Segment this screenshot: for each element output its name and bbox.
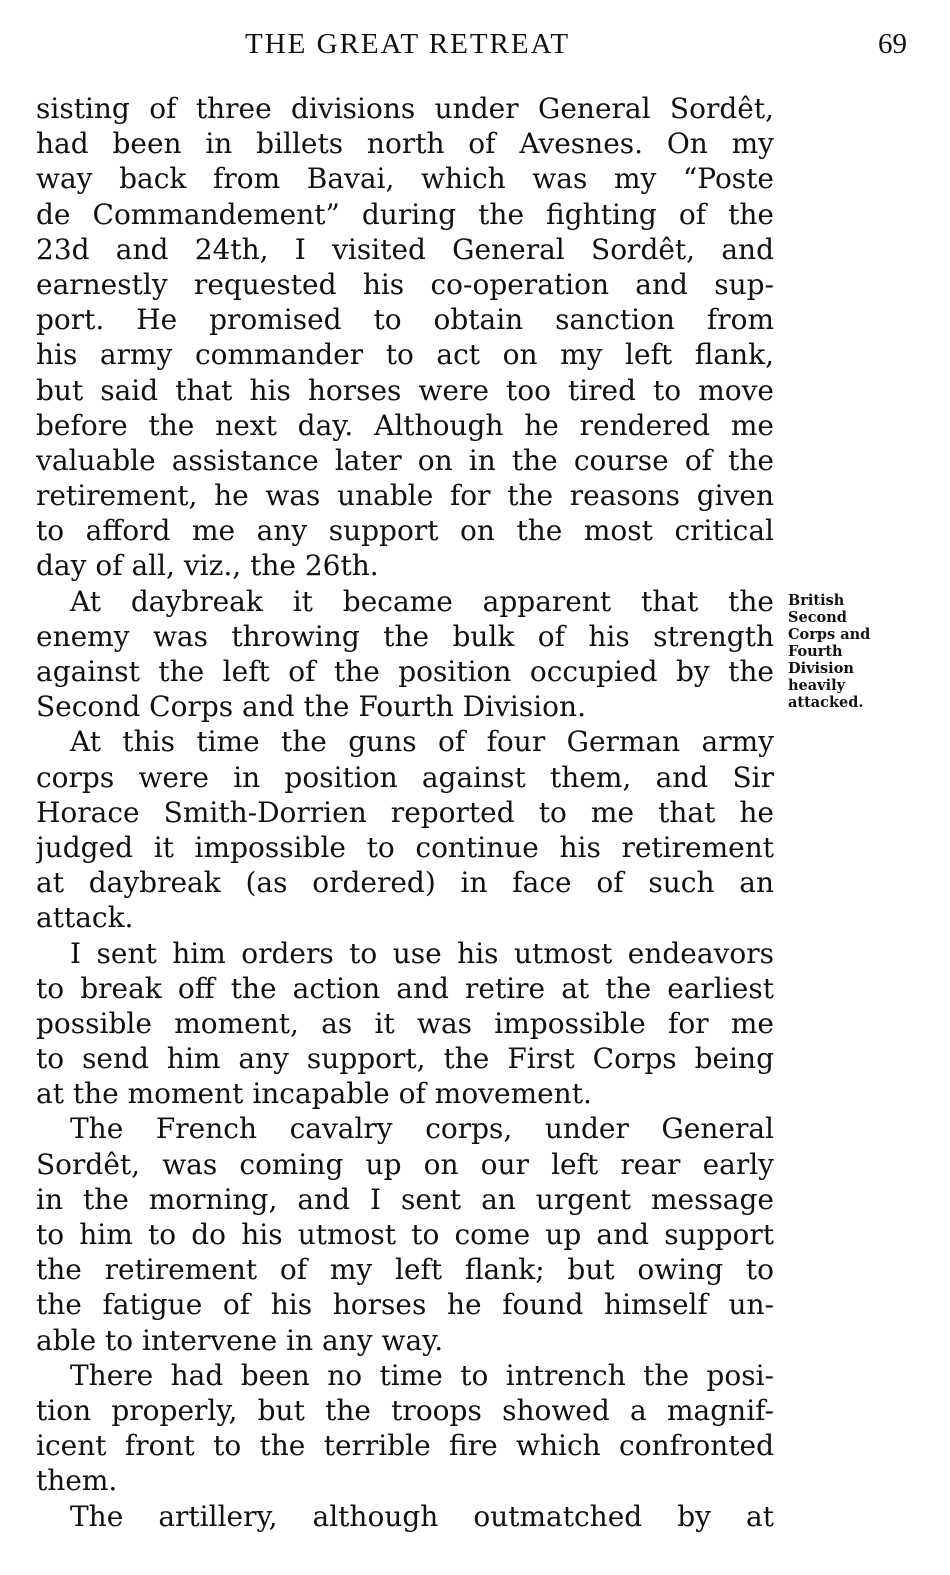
text-line: to him to do his utmost to come up and support <box>36 1218 774 1251</box>
margin-note <box>788 592 938 711</box>
text-line: icent front to the terrible fire which confronted <box>36 1429 774 1463</box>
text-line: There had been no time to intrench the posi- <box>70 1358 774 1392</box>
text-line: Second Corps and the Fourth Division. <box>36 690 586 724</box>
margin-note-line: Division <box>788 660 854 677</box>
text-line: before the next day. Although he rendered me <box>36 408 774 442</box>
text-line: to break off the action and retire at the earliest <box>36 971 774 1005</box>
text-line: The artillery, although outmatched by at <box>70 1499 774 1533</box>
text-line: retirement, he was unable for the reasons given <box>36 479 774 513</box>
text-line: his army commander to act on my left flank, <box>36 338 774 372</box>
margin-note-line: heavily <box>788 677 846 694</box>
text-line: corps were in position against them, and Sir <box>36 760 774 794</box>
text-line: 23d and 24th, I visited General Sordêt, and <box>36 232 774 266</box>
text-line: At this time the guns of four German army <box>70 725 774 759</box>
text-line: against the left of the position occupied by the <box>36 655 774 688</box>
text-line: them. <box>36 1464 118 1498</box>
text-line: tion properly, but the troops showed a magnif- <box>36 1393 774 1427</box>
text-line: had been in billets north of Avesnes. On my <box>36 127 774 161</box>
text-line: at the moment incapable of movement. <box>36 1077 592 1111</box>
text-line: enemy was throwing the bulk of his strength <box>36 619 774 653</box>
text-line: way back from Bavai, which was my “Poste <box>36 162 774 196</box>
text-line: possible moment, as it was impossible for me <box>36 1006 774 1040</box>
margin-note-line: Corps and <box>788 626 871 643</box>
text-line: Sordêt, was coming up on our left rear early <box>36 1147 774 1181</box>
text-line: at daybreak (as ordered) in face of such an <box>36 866 774 900</box>
text-line: the retirement of my left flank; but owing to <box>36 1253 774 1287</box>
text-line: to afford me any support on the most critical <box>36 514 774 548</box>
text-line: valuable assistance later on in the course of the <box>36 443 774 477</box>
text-line: able to intervene in any way. <box>36 1323 444 1357</box>
text-line: earnestly requested his co-operation and sup- <box>36 267 774 301</box>
text-line: in the morning, and I sent an urgent message <box>36 1182 774 1216</box>
margin-note-line: Second <box>788 609 847 626</box>
page-number: 69 <box>878 28 907 60</box>
margin-note-line: attacked. <box>788 694 864 711</box>
text-line: the fatigue of his horses he found himself un- <box>36 1288 774 1322</box>
body-text <box>36 91 774 1534</box>
text-line: day of all, viz., the 26th. <box>36 549 379 583</box>
text-line: judged it impossible to continue his retirement <box>36 830 774 864</box>
text-line: Horace Smith-Dorrien reported to me that he <box>36 795 774 829</box>
running-head <box>0 28 950 68</box>
text-line: port. He promised to obtain sanction from <box>36 303 774 337</box>
margin-note-line: British <box>788 592 845 609</box>
text-line: but said that his horses were too tired to move <box>36 373 774 407</box>
margin-note-line: Fourth <box>788 643 843 660</box>
text-line: sisting of three divisions under General Sordêt, <box>36 92 774 125</box>
text-line: to send him any support, the First Corps being <box>36 1042 774 1076</box>
text-line: I sent him orders to use his utmost endeavors <box>70 936 774 970</box>
text-line: The French cavalry corps, under General <box>70 1112 774 1146</box>
text-line: attack. <box>36 901 134 935</box>
text-line: At daybreak it became apparent that the <box>70 584 774 618</box>
running-title: THE GREAT RETREAT <box>245 28 571 60</box>
text-line: de Commandement” during the fighting of the <box>36 197 774 231</box>
